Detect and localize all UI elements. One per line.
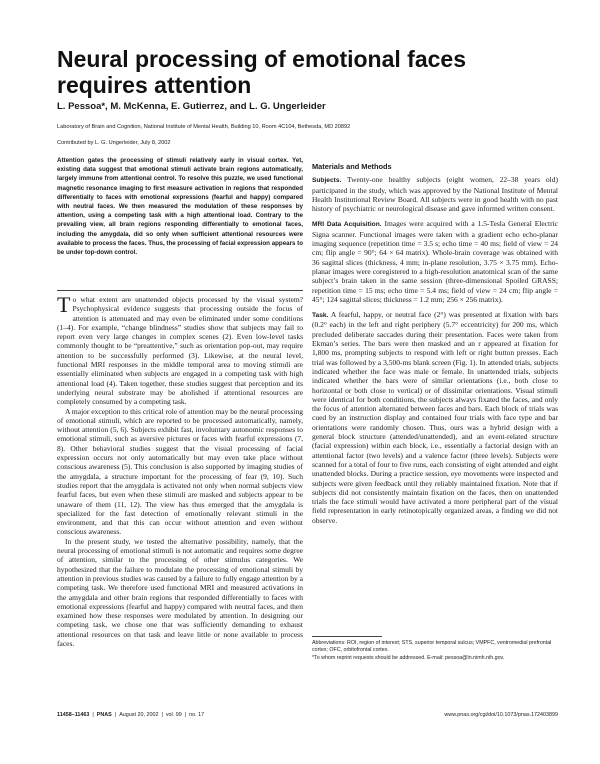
contributed-line: Contributed by L. G. Ungerleider, July 8, 2002	[57, 140, 171, 146]
footnotes	[312, 640, 558, 662]
intro-paragraph-1: To what extent are unattended objects processed by the visual system? Psychophysical evidence suggests that processing outside the focus of attention is attenuated and may even be eliminated under some conditions (1–4). For example, “change blindness” studies show that subjects may fail to report even very large changes in complex scenes (2). Even low-level tasks commonly thought to be “preattentive,” such as orientation pop-out, may require attention to be successfully performed (3). Likewise, at the neural level, functional MRI responses in the middle temporal area to moving stimuli are essentially eliminated when subjects are engaged in a competing task with high attentional load (4). Taken together, these studies suggest that perception and its underlying neural substrate may be abolished if attentional resources are completely consumed by a competing task.	[57, 292, 303, 407]
doi-link[interactable]: www.pnas.org/cgi/doi/10.1073/pnas.172403899	[444, 712, 558, 718]
subjects-paragraph: Subjects. Twenty-one healthy subjects (eight women, 22–38 years old) participated in the study, which was approved by the National Institute of Mental Health Institutional Review Board. All subjects were in good health with no past history of psychiatric or neurological disease and gave informed written consent.	[312, 175, 558, 214]
affiliation: Laboratory of Brain and Cognition, National Institute of Mental Health, Building 10, Room 4C104, Bethesda, MD 20892	[57, 124, 351, 130]
task-paragraph: Task. A fearful, happy, or neutral face (2°) was presented at fixation with bars (0.2° each) in the left and right periphery (5.7° eccentricity) for 200 ms, which precluded deliberate saccades during their presentation. Faces were taken from Ekman’s series. The bars were then masked and an r appeared at fixation for 1,800 ms, prompting subjects to respond with left or right button presses. Each trial was followed by a 3,500-ms blank screen (Fig. 1). In attended trials, subjects indicated whether the face was male or female. In unattended trials, subjects indicated whether the bars were of similar orientations (i.e., both close to horizontal or both close to vertical) or of dissimilar orientations. Visual stimuli were identical for both conditions, the subjects always fixated the faces, and only the focus of attention alternated between faces and bars. Each block of trials was cued by an instruction display and contained four trials with face type and bar orientations were randomly chosen. Thus, ours was a hybrid design with a general block structure (attended/unattended), and an event-related structure (facial expression) within each block, i.e., essentially a factorial design with an attentional factor (two levels) and a valence factor (three levels). Subjects were scanned for a total of four to five runs, each consisting of eight attended and eight unattended blocks. During a practice session, eye movements were inspected and subjects were given feedback until they reliably maintained fixation. Note that if subjects did not consistently maintain fixation on the faces, then on unattended trials the face stimuli would have activated a more peripheral part of the visual field representation in early retinotopically organized areas, a finding we did not observe.	[312, 310, 558, 525]
mri-paragraph: MRI Data Acquisition. Images were acquired with a 1.5-Tesla General Electric Signa scanner. Functional images were taken with a gradient echo echo-planar imaging sequence (repetition time = 3.5 s; echo time = 40 ms; field of view = 24 cm; flip angle = 90°; 64 × 64 matrix). Whole-brain coverage was obtained with 36 sagittal slices (thickness, 4 mm; in-plane resolution, 3.75 × 3.75 mm). Echo-planar images were coregistered to a high-resolution anatomical scan of the same subject’s brain taken in the same session (three-dimensional Spoiled GRASS; repetition time = 15 ms; echo time = 5.4 ms; field of view = 24 cm; flip angle = 45°; 124 sagittal slices; thickness = 1.2 mm; 256 × 256 matrix).	[312, 219, 559, 304]
methods-column	[312, 156, 558, 525]
footnote-divider	[312, 636, 382, 637]
drop-cap: T	[57, 292, 71, 317]
author-list: L. Pessoa*, M. McKenna, E. Gutierrez, and L. G. Ungerleider	[57, 101, 326, 112]
paper-title: Neural processing of emotional faces requires attention	[57, 46, 467, 98]
methods-heading: Materials and Methods	[312, 162, 392, 171]
intro-paragraph-3: In the present study, we tested the alternative possibility, namely, that the neural processing of emotional stimuli is not automatic and requires some degree of attention, similar to the processing of other stimulus categories. We hypothesized that the failure to modulate the processing of emotional stimuli by attention in previous studies was caused by a failure to fully engage attention by a competing task. We therefore used functional MRI and measured activations in the amygdala and other brain regions that responded differentially to faces with emotional expressions (fearful and happy) compared with neutral faces, and then examined how these responses were modulated by attention. In designing our competing task, we chose one that was sufficiently demanding to exhaust attentional resources on that task and leave little or none available to process faces.	[57, 536, 303, 648]
abstract-divider	[57, 290, 303, 291]
footer-citation: 11458–11463 | PNAS | August 20, 2002 | vol. 99 | no. 17	[57, 712, 205, 718]
abstract: Attention gates the processing of stimuli relatively early in visual cortex. Yet, existing data suggest that emotional stimuli activate brain regions automatically, largely immune from attentional control. To resolve this puzzle, we used functional magnetic resonance imaging to first measure activation in regions that responded differentially to faces with emotional expressions (fearful and happy) compared with neutral faces. We then measured the modulation of these responses by attention, using a competing task with a high attentional load. Contrary to the prevailing view, all brain regions responding differentially to emotional faces, including the amygdala, did so only when sufficient attentional resources were available to process the faces. Thus, the processing of facial expression appears to be under top-down control.	[57, 157, 303, 257]
correspondence-note: *To whom reprint requests should be addressed. E-mail: pessoa@ln.nimh.nih.gov.	[312, 654, 505, 661]
intro-paragraph-2: A major exception to this critical role of attention may be the neural processing of emotional stimuli, which are reported to be processed automatically, namely, without attention (5, 6). Subjects exhibit fast, involuntary autonomic responses to emotional stimuli, such as aversive pictures or faces with fearful expressions (7, 8). Other behavioral studies suggest that the visual processing of facial expression occurs not only automatically but may even take place without conscious awareness (5). This conclusion is also supported by imaging studies of the amygdala, a structure important for the processing of fear (9, 10). Such studies report that the amygdala is activated not only when normal subjects view fearful faces, but even when these stimuli are masked and subjects appear to be unaware of them (11, 12). The view has thus emerged that the amygdala is specialized for the fast detection of emotionally relevant stimuli in the environment, and that this can occur without attention and even without conscious awareness.	[57, 406, 303, 537]
abbreviations-note: Abbreviations: ROI, region of interest; STS, superior temporal sulcus; VMPFC, ventromedial prefrontal cortex; OFC, orbitofrontal cortex.	[312, 640, 552, 654]
page-footer	[57, 712, 558, 718]
introduction	[57, 292, 303, 648]
